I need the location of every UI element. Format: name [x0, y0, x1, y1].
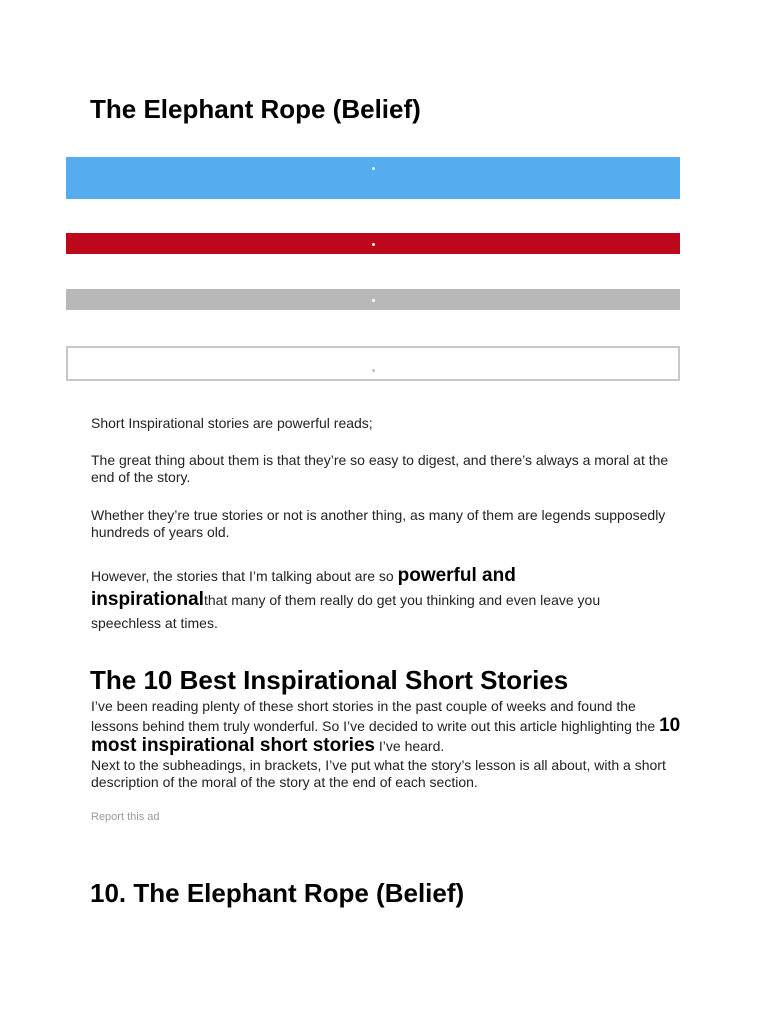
intro-paragraph-4 — [91, 564, 651, 635]
twitter-share-button[interactable] — [66, 157, 680, 199]
share-icon-placeholder — [372, 369, 375, 372]
share-icon-placeholder — [372, 299, 375, 302]
section-paragraph-1-end: I’ve heard. — [375, 738, 445, 754]
section-paragraph-2: Next to the subheadings, in brackets, I’ve put what the story’s lesson is all about, with a short description of the moral of the story at the end of each section. — [91, 757, 666, 790]
story-heading: 10. The Elephant Rope (Belief) — [90, 878, 465, 908]
intro-paragraph-3: Whether they’re true stories or not is another thing, as many of them are legends supposedly hundreds of years old. — [91, 507, 666, 540]
intro-paragraph-4-end: that many of them really do get you thinking and even leave you speechless at times. — [91, 592, 601, 631]
more-share-button[interactable] — [66, 346, 680, 381]
report-ad-link[interactable]: Report this ad — [91, 811, 160, 823]
intro-paragraph-4-emphasis: powerful and inspirational — [91, 565, 516, 610]
section-paragraph-1-emphasis: 10 most inspirational short stories — [91, 715, 681, 756]
intro-paragraph-2: The great thing about them is that they’re so easy to digest, and there’s always a moral at the end of the story. — [91, 452, 669, 485]
share-icon-placeholder — [372, 167, 375, 170]
intro-paragraph-4-start: However, the stories that I’m talking about are so — [91, 568, 398, 584]
page-title: The Elephant Rope (Belief) — [90, 94, 421, 124]
section-paragraph-1 — [91, 697, 681, 756]
intro-paragraph-1: Short Inspirational stories are powerful reads; — [91, 415, 373, 431]
section-paragraph-1-start: I’ve been reading plenty of these short stories in the past couple of weeks and found the lessons behind them truly wonderful. So I’ve decided to write out this article highlighting the — [91, 698, 660, 734]
section-heading: The 10 Best Inspirational Short Stories — [90, 665, 569, 695]
email-share-button[interactable] — [66, 289, 680, 310]
share-icon-placeholder — [372, 243, 375, 246]
pinterest-share-button[interactable] — [66, 233, 680, 254]
